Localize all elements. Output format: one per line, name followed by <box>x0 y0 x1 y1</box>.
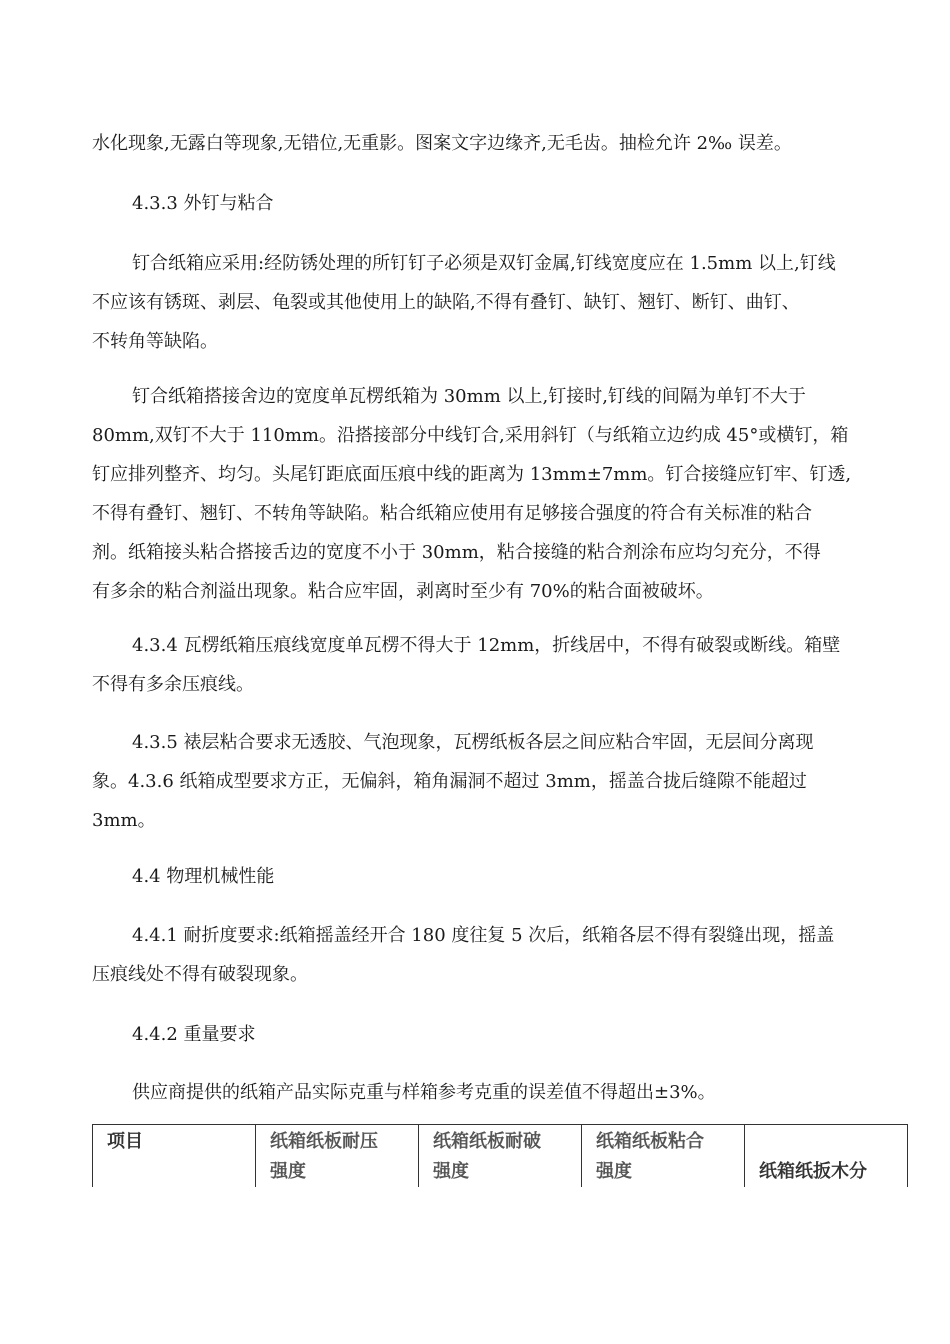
table-header-compression-strength <box>256 1125 419 1188</box>
text-line: 不得有多余压痕线。 <box>92 674 254 695</box>
text-line: 有多余的粘合剂溢出现象。粘合应牢固，剥离时至少有 70%的粘合面被破坏。 <box>92 581 714 602</box>
header-cell-text: 纸箱纸板粘合 <box>596 1131 704 1152</box>
text-line: 4.3.4 瓦楞纸箱压痕线宽度单瓦楞不得大于 12mm，折线居中，不得有破裂或断线。箱壁 <box>132 635 841 656</box>
text-line: 水化现象,无露白等现象,无错位,无重影。图案文字边缘齐,无毛齿。抽检允许 2‰ 误差。 <box>92 133 792 154</box>
table-header-burst-strength <box>419 1125 582 1188</box>
text-line: 80mm,双钉不大于 110mm。沿搭接部分中线钉合,采用斜钉（与纸箱立边约成 45°或横钉，箱 <box>92 425 849 446</box>
paragraph-stitching <box>92 244 907 361</box>
text-line: 不得有叠钉、翘钉、不转角等缺陷。粘合纸箱应使用有足够接合强度的符合有关标准的粘合 <box>92 503 812 524</box>
section-heading-4-4-2: 4.4.2 重量要求 <box>132 1024 256 1045</box>
text-line: 4.3.5 裱层粘合要求无透胶、气泡现象，瓦楞纸板各层之间应粘合牢固，无层间分离现 <box>132 732 814 753</box>
text-line: 剂。纸箱接头粘合搭接舌边的宽度不小于 30mm，粘合接缝的粘合剂涂布应均匀充分，不得 <box>92 542 821 563</box>
paragraph-weight-requirement <box>92 1073 907 1112</box>
table-header-row <box>93 1125 908 1188</box>
table-header-moisture <box>745 1125 908 1188</box>
header-cell-text: 纸箱纸板耐破 <box>433 1131 541 1152</box>
text-line: 钉合纸箱搭接舍边的宽度单瓦楞纸箱为 30mm 以上,钉接时,钉线的间隔为单钉不大于 <box>132 386 806 407</box>
header-cell-text: 强度 <box>596 1161 632 1182</box>
text-line: 不转角等缺陷。 <box>92 331 218 352</box>
table-header-item <box>93 1125 256 1188</box>
header-cell-text: 纸箱纸板耐压 <box>270 1131 378 1152</box>
paragraph-4-4-1 <box>92 916 907 994</box>
header-cell-text: 强度 <box>270 1161 306 1182</box>
section-heading-4-3-3: 4.3.3 外钉与粘合 <box>132 193 274 214</box>
text-line: 压痕线处不得有破裂现象。 <box>92 964 308 985</box>
text-line: 象。4.3.6 纸箱成型要求方正，无偏斜，箱角漏洞不超过 3mm，摇盖合拢后缝隙不能超过 <box>92 771 807 792</box>
header-cell-text: 项目 <box>107 1131 143 1152</box>
header-cell-text: 纸箱纸扳木分 <box>759 1161 867 1182</box>
text-line: 钉应排列整齐、均匀。头尾钉距底面压痕中线的距离为 13mm±7mm。钉合接缝应钉牢、钉透, <box>92 464 852 485</box>
text-line: 3mm。 <box>92 810 156 831</box>
text-line: 供应商提供的纸箱产品实际克重与样箱参考克重的误差值不得超出±3%。 <box>132 1082 716 1103</box>
table-header-bond-strength <box>582 1125 745 1188</box>
paragraph-4-3-5 <box>92 723 907 840</box>
header-cell-text: 强度 <box>433 1161 469 1182</box>
text-line: 钉合纸箱应采用:经防锈处理的所钉钉子必须是双钉金属,钉线宽度应在 1.5mm 以上,钉线 <box>132 253 836 274</box>
requirements-table <box>92 1124 908 1187</box>
text-line: 4.4.1 耐折度要求:纸箱摇盖经开合 180 度往复 5 次后，纸箱各层不得有裂缝出现，摇盖 <box>132 925 835 946</box>
paragraph-printing-quality <box>92 124 907 163</box>
paragraph-4-3-4 <box>92 626 907 704</box>
paragraph-stitching-overlap <box>92 377 907 611</box>
section-heading-4-4: 4.4 物理机械性能 <box>132 866 275 887</box>
text-line: 不应该有锈斑、剥层、龟裂或其他使用上的缺陷,不得有叠钉、缺钉、翘钉、断钉、曲钉、 <box>92 292 800 313</box>
